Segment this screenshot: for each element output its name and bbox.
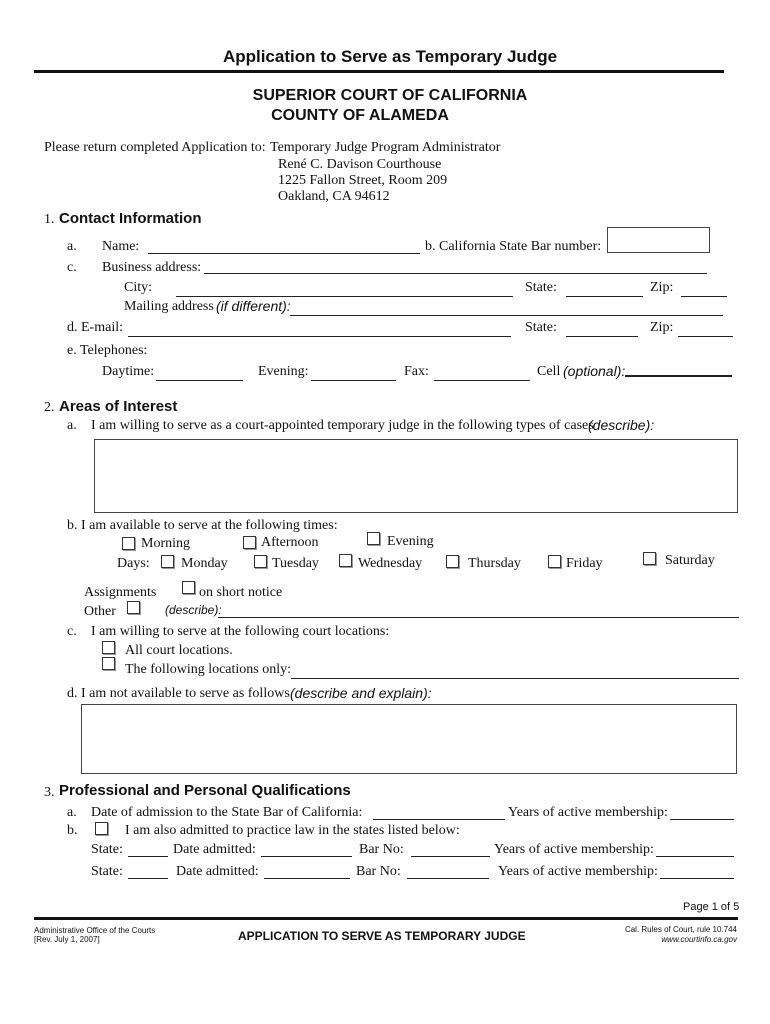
years-field-row2[interactable] — [660, 878, 734, 879]
item-a-marker: a. — [67, 239, 77, 254]
years-field-row1[interactable] — [656, 856, 734, 857]
date-admitted-label-row2: Date admitted: — [176, 864, 259, 879]
section-1-number: 1. — [44, 212, 55, 227]
item-3a-marker: a. — [67, 805, 77, 820]
case-types-textarea[interactable] — [94, 439, 738, 513]
rule-reference: Cal. Rules of Court, rule 10.744 — [624, 925, 737, 934]
revision-date: [Rev. July 1, 2007] — [34, 935, 100, 944]
saturday-label: Saturday — [665, 553, 715, 568]
section-1-title: Contact Information — [59, 210, 202, 227]
other-note: (describe): — [165, 603, 222, 617]
date-admitted-label-row1: Date admitted: — [173, 842, 256, 857]
daytime-phone-field[interactable] — [156, 380, 243, 381]
court-name: SUPERIOR COURT OF CALIFORNIA — [252, 87, 528, 104]
county-name: COUNTY OF ALAMEDA — [271, 107, 449, 124]
city-field[interactable] — [176, 296, 513, 297]
admission-date-field[interactable] — [373, 819, 505, 820]
section-3-number: 3. — [44, 785, 55, 800]
short-notice-label: on short notice — [199, 585, 283, 600]
locations-field[interactable] — [291, 678, 739, 679]
friday-label: Friday — [566, 556, 603, 571]
bar-no-label-row1: Bar No: — [359, 842, 404, 857]
state-label-row2: State: — [91, 864, 123, 879]
unavailable-textarea[interactable] — [81, 704, 737, 774]
friday-checkbox[interactable] — [548, 555, 561, 568]
zip-label-2: Zip: — [650, 320, 674, 335]
state-field-row2[interactable] — [128, 878, 168, 879]
evening-availability-label: Evening — [387, 534, 434, 549]
business-address-label: Business address: — [102, 260, 202, 275]
mailing-address-field[interactable] — [290, 315, 723, 316]
footer-rule — [34, 917, 738, 920]
telephones-label: e. Telephones: — [67, 343, 148, 358]
email-field[interactable] — [128, 336, 511, 337]
section-3-title: Professional and Personal Qualifications — [59, 782, 351, 799]
years-label-row2: Years of active membership: — [498, 864, 658, 879]
other-states-text: I am also admitted to practice law in the states listed below: — [125, 823, 460, 838]
other-field[interactable] — [218, 617, 739, 618]
bar-number-field[interactable] — [607, 227, 710, 253]
address-line-2: René C. Davison Courthouse — [278, 157, 442, 172]
section-2-number: 2. — [44, 400, 55, 415]
tuesday-label: Tuesday — [272, 556, 319, 571]
fax-field[interactable] — [434, 380, 530, 381]
availability-text: b. I am available to serve at the following times: — [67, 518, 338, 533]
evening-phone-field[interactable] — [311, 380, 396, 381]
wednesday-checkbox[interactable] — [339, 554, 352, 567]
footer-form-title: APPLICATION TO SERVE AS TEMPORARY JUDGE — [238, 929, 526, 943]
page-number: Page 1 of 5 — [683, 901, 740, 913]
monday-checkbox[interactable] — [161, 555, 174, 568]
fax-label: Fax: — [404, 364, 429, 379]
name-field[interactable] — [148, 253, 420, 254]
monday-label: Monday — [181, 556, 228, 571]
bar-no-label-row2: Bar No: — [356, 864, 401, 879]
other-label: Other — [84, 604, 116, 619]
tuesday-checkbox[interactable] — [254, 555, 267, 568]
other-checkbox[interactable] — [127, 601, 140, 614]
item-c-marker: c. — [67, 260, 77, 275]
mailing-address-label: Mailing address — [124, 299, 214, 314]
morning-label: Morning — [141, 536, 190, 551]
address-line-3: 1225 Fallon Street, Room 209 — [278, 173, 448, 188]
case-types-note: (describe): — [588, 417, 655, 433]
zip-field-2[interactable] — [678, 336, 733, 337]
bar-no-field-row2[interactable] — [407, 878, 489, 879]
thursday-label: Thursday — [468, 556, 521, 571]
all-locations-label: All court locations. — [125, 643, 233, 658]
item-3b-marker: b. — [67, 823, 78, 838]
following-locations-label: The following locations only: — [125, 662, 292, 677]
page-title: Application to Serve as Temporary Judge — [222, 47, 558, 66]
evening-checkbox[interactable] — [367, 532, 380, 545]
years-label-row1: Years of active membership: — [494, 842, 654, 857]
cell-note: (optional): — [563, 363, 626, 379]
cell-label: Cell — [537, 364, 561, 379]
business-address-field[interactable] — [204, 273, 707, 274]
section-2-title: Areas of Interest — [59, 398, 178, 415]
mailing-address-note: (if different): — [216, 298, 291, 314]
case-types-text: I am willing to serve as a court-appointed temporary judge in the following types of cases — [91, 418, 594, 433]
afternoon-checkbox[interactable] — [243, 536, 256, 549]
short-notice-checkbox[interactable] — [182, 581, 195, 594]
days-label: Days: — [117, 556, 150, 571]
locations-text: I am willing to serve at the following court locations: — [91, 624, 390, 639]
thursday-checkbox[interactable] — [446, 555, 459, 568]
daytime-label: Daytime: — [102, 364, 155, 379]
cell-phone-field[interactable] — [625, 375, 732, 377]
state-field[interactable] — [566, 296, 643, 297]
morning-checkbox[interactable] — [122, 537, 135, 550]
name-label: Name: — [102, 239, 140, 254]
years-membership-label: Years of active membership: — [508, 805, 668, 820]
zip-label: Zip: — [650, 280, 674, 295]
years-membership-field[interactable] — [670, 819, 734, 820]
email-label: d. E-mail: — [67, 320, 123, 335]
state-field-row1[interactable] — [128, 856, 168, 857]
zip-field[interactable] — [681, 296, 727, 297]
return-label: Please return completed Application to: — [44, 140, 266, 155]
afternoon-label: Afternoon — [261, 535, 319, 550]
assignments-label: Assignments — [84, 585, 157, 600]
item-2c-marker: c. — [67, 624, 77, 639]
other-states-checkbox[interactable] — [95, 822, 108, 835]
website-link[interactable]: www.courtinfo.ca.gov — [661, 935, 737, 944]
saturday-checkbox[interactable] — [643, 552, 656, 565]
admission-date-label: Date of admission to the State Bar of California: — [91, 805, 363, 820]
address-line-1: Temporary Judge Program Administrator — [270, 140, 501, 155]
following-locations-checkbox[interactable] — [102, 657, 115, 670]
office-name: Administrative Office of the Courts — [34, 926, 156, 935]
all-locations-checkbox[interactable] — [102, 641, 115, 654]
bar-number-label: b. California State Bar number: — [425, 239, 602, 254]
state-label-2: State: — [525, 320, 557, 335]
wednesday-label: Wednesday — [358, 556, 423, 571]
date-admitted-field-row2[interactable] — [264, 878, 350, 879]
state-field-2[interactable] — [566, 336, 638, 337]
evening-label: Evening: — [258, 364, 309, 379]
bar-no-field-row1[interactable] — [411, 856, 490, 857]
city-label: City: — [124, 280, 153, 295]
item-2a-marker: a. — [67, 418, 77, 433]
address-line-4: Oakland, CA 94612 — [278, 189, 390, 204]
state-label-row1: State: — [91, 842, 123, 857]
unavailable-text: d. I am not available to serve as follows — [67, 686, 290, 701]
title-rule — [34, 70, 724, 73]
unavailable-note: (describe and explain): — [290, 685, 432, 701]
state-label: State: — [525, 280, 557, 295]
date-admitted-field-row1[interactable] — [261, 856, 352, 857]
